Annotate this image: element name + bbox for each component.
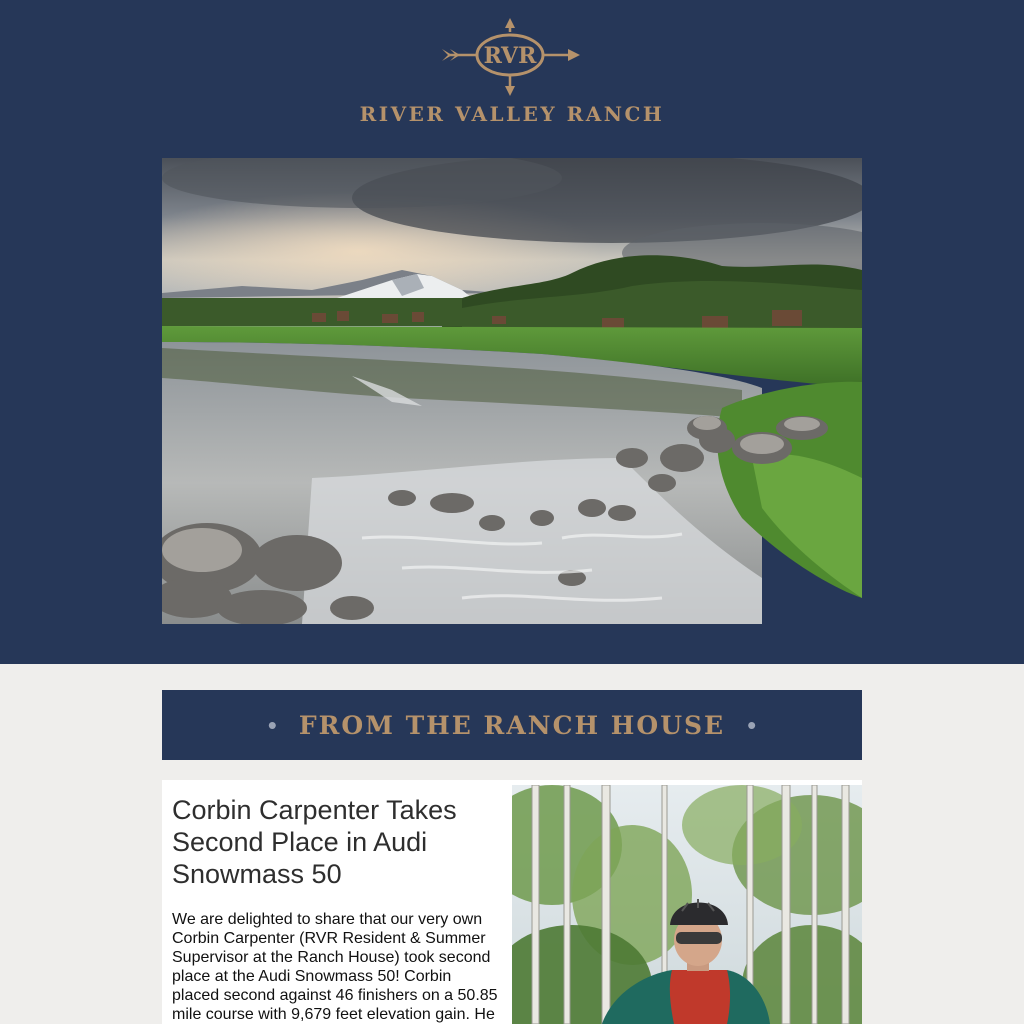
- article-text: [172, 794, 502, 1024]
- rvr-compass-logo-icon: [440, 18, 580, 96]
- landscape-photo-icon: [162, 158, 862, 624]
- hero-image[interactable]: [162, 158, 862, 624]
- svg-text:RVR: RVR: [483, 43, 537, 69]
- brand-name: RIVER VALLEY RANCH: [359, 102, 665, 126]
- left-dot-icon: •: [267, 710, 277, 740]
- section-header: [162, 690, 862, 760]
- brand-logo[interactable]: [0, 0, 1024, 140]
- section-title: FROM THE RANCH HOUSE: [298, 710, 726, 740]
- article-headline[interactable]: Corbin Carpenter Takes Second Place in Audi Snowmass 50: [172, 795, 457, 889]
- article-photo[interactable]: [512, 785, 862, 1024]
- article-card: [162, 780, 862, 1024]
- article-body: We are delighted to share that our very own Corbin Carpenter (RVR Resident & Summer Supervisor at the Ranch House) took second place at the Audi Snowmass 50! Corbin placed second against 46 finishers on a 50.85 mile course with 9,679 feet elevation gain. He: [172, 911, 498, 1023]
- right-dot-icon: •: [747, 710, 757, 740]
- cyclist-photo-icon: [512, 785, 862, 1024]
